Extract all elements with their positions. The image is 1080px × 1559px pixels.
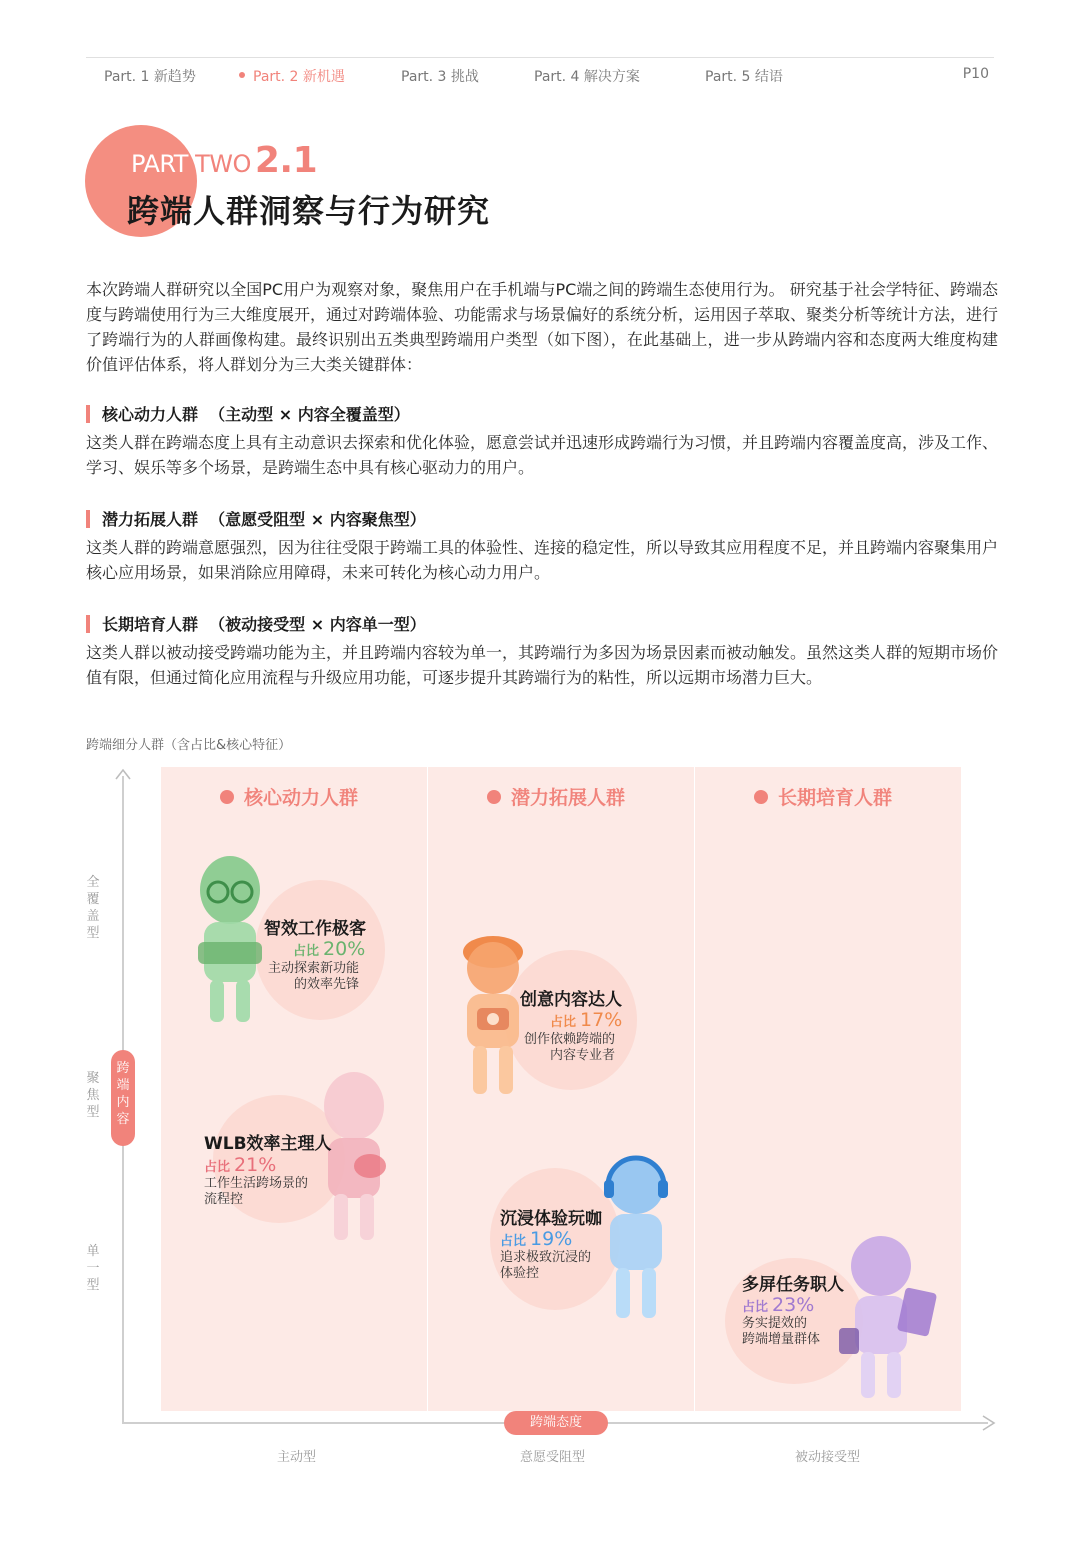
persona-name: WLB效率主理人 — [204, 1134, 332, 1154]
section-name: 潜力拓展人群 — [102, 510, 199, 529]
column-title-potential — [487, 783, 625, 810]
persona-share — [550, 1009, 622, 1031]
heading-bar — [86, 615, 90, 633]
persona-figure-multiscreen — [835, 1228, 939, 1404]
column-title-longterm — [754, 783, 892, 810]
section-type: （被动接受型 × 内容单一型） — [209, 615, 426, 634]
persona-figure-creator — [455, 928, 531, 1100]
persona-desc-line: 流程控 — [204, 1192, 244, 1207]
share-prefix: 占比 — [500, 1234, 527, 1249]
persona-desc — [204, 1176, 308, 1208]
persona-desc-line: 跨端增量群体 — [742, 1332, 821, 1347]
section-type: （意愿受阻型 × 内容聚焦型） — [209, 510, 426, 529]
column-title-core — [220, 783, 358, 810]
y-axis-arrow-icon — [115, 768, 131, 780]
column-title-label: 长期培育人群 — [778, 787, 893, 809]
part-two-word: TWO — [195, 150, 251, 178]
share-prefix: 占比 — [550, 1015, 577, 1030]
persona-figure-gamer — [596, 1150, 674, 1324]
y-axis-label: 跨 端 内 容 — [111, 1050, 135, 1146]
share-prefix: 占比 — [293, 944, 320, 959]
persona-figure-geek — [190, 850, 270, 1030]
nav-part-2-label: Part. 2 新机遇 — [253, 69, 345, 85]
section-body-core: 这类人群在跨端态度上具有主动意识去探索和优化体验，愿意尝试并迅速形成跨端行为习惯，并且跨端内容覆盖度高，涉及工作、学习、娱乐等多个场景，是跨端生态中具有核心驱动力的用户。 — [86, 433, 999, 477]
column-dot-icon — [220, 790, 234, 804]
top-divider — [86, 57, 994, 58]
part-label — [131, 140, 317, 181]
section-body-potential: 这类人群的跨端意愿强烈，因为往往受限于跨端工具的体验性、连接的稳定性，所以导致其应用程度不足，并且跨端内容聚集用户核心应用场景，如果消除应用障碍，未来可转化为核心动力用户。 — [86, 538, 999, 582]
part-word: PART — [131, 150, 188, 178]
persona-desc — [524, 1032, 615, 1064]
x-axis-label: 跨端态度 — [504, 1411, 608, 1435]
section-body-longterm: 这类人群以被动接受跨端功能为主，并且跨端内容较为单一，其跨端行为多因为场景因素而被动触发。虽然这类人群的短期市场价值有限，但通过简化应用流程与升级应用功能，可逐步提升其跨端行为的粘性，所以远期市场潜力巨大。 — [86, 643, 999, 687]
persona-desc-line: 工作生活跨场景的 — [204, 1176, 309, 1191]
y-tick-full: 全 覆 盖 型 — [86, 875, 100, 941]
page-number: P10 — [962, 66, 989, 82]
y-tick-focus: 聚 焦 型 — [86, 1071, 100, 1120]
part-navigation — [0, 66, 1080, 86]
share-value: 17% — [580, 1009, 623, 1031]
section-type: （主动型 × 内容全覆盖型） — [209, 405, 410, 424]
heading-bar — [86, 405, 90, 423]
persona-name: 沉浸体验玩咖 — [500, 1209, 602, 1229]
persona-name: 创意内容达人 — [520, 990, 622, 1010]
x-axis-arrow-icon — [982, 1415, 996, 1431]
share-prefix: 占比 — [742, 1300, 769, 1315]
nav-part-1[interactable]: Part. 1 新趋势 — [104, 69, 196, 85]
column-title-label: 核心动力人群 — [244, 787, 359, 809]
persona-desc — [742, 1316, 820, 1348]
persona-share — [500, 1228, 572, 1250]
persona-desc-line: 体验控 — [500, 1266, 540, 1281]
persona-desc-line: 追求极致沉浸的 — [500, 1250, 592, 1265]
section-name: 核心动力人群 — [102, 405, 199, 424]
column-dot-icon — [487, 790, 501, 804]
persona-desc-line: 务实提效的 — [742, 1316, 808, 1331]
persona-share — [293, 938, 365, 960]
nav-part-3[interactable]: Part. 3 挑战 — [401, 69, 479, 85]
section-number: 2.1 — [254, 140, 318, 181]
persona-share — [204, 1154, 276, 1176]
persona-desc-line: 内容专业者 — [550, 1048, 616, 1063]
section-name: 长期培育人群 — [102, 615, 199, 634]
x-tick-hindered: 意愿受阻型 — [520, 1450, 586, 1465]
persona-figure-wlb — [310, 1068, 394, 1246]
share-value: 23% — [772, 1294, 815, 1316]
persona-name: 多屏任务职人 — [742, 1275, 844, 1295]
section-heading-longterm — [86, 612, 426, 635]
persona-desc-line: 创作依赖跨端的 — [524, 1032, 616, 1047]
intro-paragraph: 本次跨端人群研究以全国PC用户为观察对象，聚焦用户在手机端与PC端之间的跨端生态使用行为。 研究基于社会学特征、跨端态度与跨端使用行为三大维度展开，通过对跨端体验、功能需求与场景偏好的系统分析，运用因子萃取、聚类分析等统计方法，进行了跨端行为的人群画像构建。最终识别出五类典型跨端用户类型（如下图），在此基础上，进一步从跨端内容和态度两大维度构建价值评估体系，将人群划分为三大类关键群体： — [86, 280, 999, 374]
nav-part-5[interactable]: Part. 5 结语 — [705, 69, 783, 85]
persona-desc-line: 的效率先锋 — [294, 977, 360, 992]
persona-desc-line: 主动探索新功能 — [268, 961, 360, 976]
share-prefix: 占比 — [204, 1160, 231, 1175]
heading-bar — [86, 510, 90, 528]
column-dot-icon — [754, 790, 768, 804]
x-tick-active: 主动型 — [277, 1450, 317, 1465]
x-tick-passive: 被动接受型 — [795, 1450, 861, 1465]
persona-desc — [268, 961, 359, 993]
share-value: 21% — [234, 1154, 277, 1176]
section-heading-potential — [86, 507, 426, 530]
column-title-label: 潜力拓展人群 — [511, 787, 626, 809]
y-tick-single: 单 一 型 — [86, 1244, 100, 1293]
nav-part-2[interactable] — [239, 66, 345, 86]
persona-name: 智效工作极客 — [264, 919, 366, 939]
nav-part-4[interactable]: Part. 4 解决方案 — [534, 69, 640, 85]
share-value: 19% — [530, 1228, 573, 1250]
persona-desc — [500, 1250, 591, 1282]
share-value: 20% — [323, 938, 366, 960]
persona-share — [742, 1294, 814, 1316]
page-title: 跨端人群洞察与行为研究 — [127, 192, 491, 230]
active-dot-icon — [239, 72, 245, 78]
section-heading-core — [86, 402, 410, 425]
chart-caption: 跨端细分人群（含占比&核心特征） — [86, 738, 292, 753]
